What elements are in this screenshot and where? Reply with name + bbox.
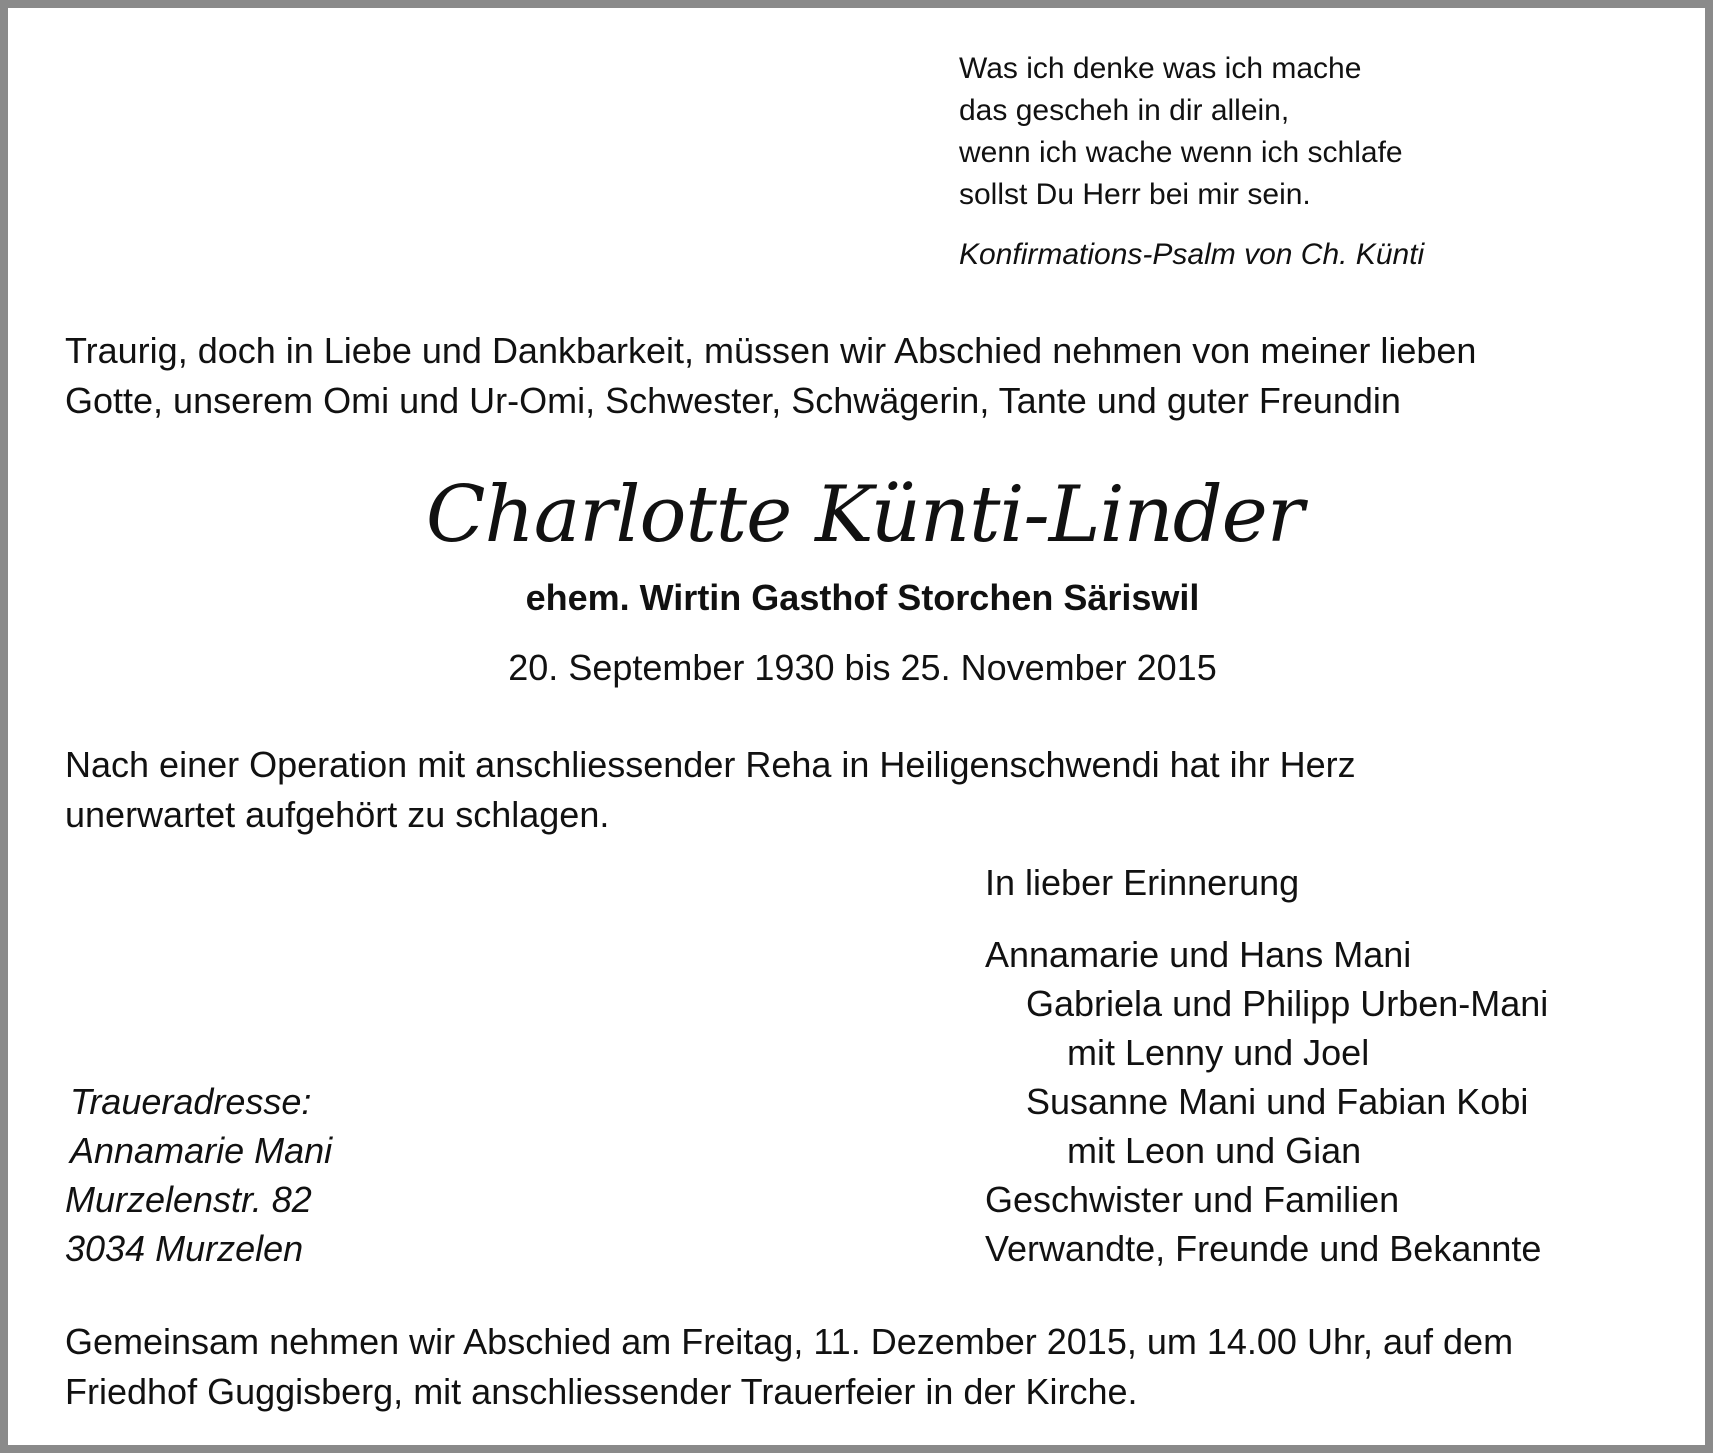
- circumstances-text: [65, 740, 1356, 840]
- epigraph-line: Was ich denke was ich mache: [959, 52, 1362, 85]
- funeral-line: Friedhof Guggisberg, mit anschliessender Trauerfeier in der Kirche.: [65, 1371, 1138, 1412]
- life-dates: 20. September 1930 bis 25. November 2015: [508, 647, 1217, 688]
- epigraph: [959, 48, 1403, 216]
- intro-line: Traurig, doch in Liebe und Dankbarkeit, müssen wir Abschied nehmen von meiner lieben: [65, 330, 1477, 371]
- mourner-entry: Annamarie und Hans Mani: [985, 934, 1412, 975]
- remembrance-heading: In lieber Erinnerung: [985, 862, 1300, 903]
- circumstances-line: Nach einer Operation mit anschliessender Reha in Heiligenschwendi hat ihr Herz: [65, 744, 1356, 785]
- address-line: Murzelenstr. 82: [65, 1179, 312, 1220]
- intro-text: [65, 326, 1476, 426]
- address-label: Traueradresse:: [70, 1081, 312, 1122]
- address-line: 3034 Murzelen: [65, 1228, 304, 1269]
- mourner-entry: Gabriela und Philipp Urben-Mani: [1026, 983, 1549, 1024]
- epigraph-line: wenn ich wache wenn ich schlafe: [959, 136, 1403, 169]
- deceased-name: Charlotte Künti-Linder: [425, 470, 1304, 560]
- epigraph-line: das gescheh in dir allein,: [959, 94, 1290, 127]
- epigraph-line: sollst Du Herr bei mir sein.: [959, 178, 1311, 211]
- address-line: Annamarie Mani: [70, 1130, 333, 1171]
- funeral-line: Gemeinsam nehmen wir Abschied am Freitag, 11. Dezember 2015, um 14.00 Uhr, auf dem: [65, 1321, 1514, 1362]
- mourner-entry: Susanne Mani und Fabian Kobi: [1026, 1081, 1529, 1122]
- mourner-entry: mit Lenny und Joel: [1067, 1032, 1370, 1073]
- epigraph-attribution: Konfirmations-Psalm von Ch. Künti: [959, 238, 1425, 271]
- intro-line: Gotte, unserem Omi und Ur-Omi, Schwester, Schwägerin, Tante und guter Freundin: [65, 380, 1401, 421]
- funeral-text: [65, 1317, 1513, 1417]
- mourner-entry: mit Leon und Gian: [1067, 1130, 1362, 1171]
- deceased-title: ehem. Wirtin Gasthof Storchen Säriswil: [525, 577, 1200, 618]
- circumstances-line: unerwartet aufgehört zu schlagen.: [65, 794, 610, 835]
- mourner-entry: Geschwister und Familien: [985, 1179, 1400, 1220]
- mourner-entry: Verwandte, Freunde und Bekannte: [985, 1228, 1542, 1269]
